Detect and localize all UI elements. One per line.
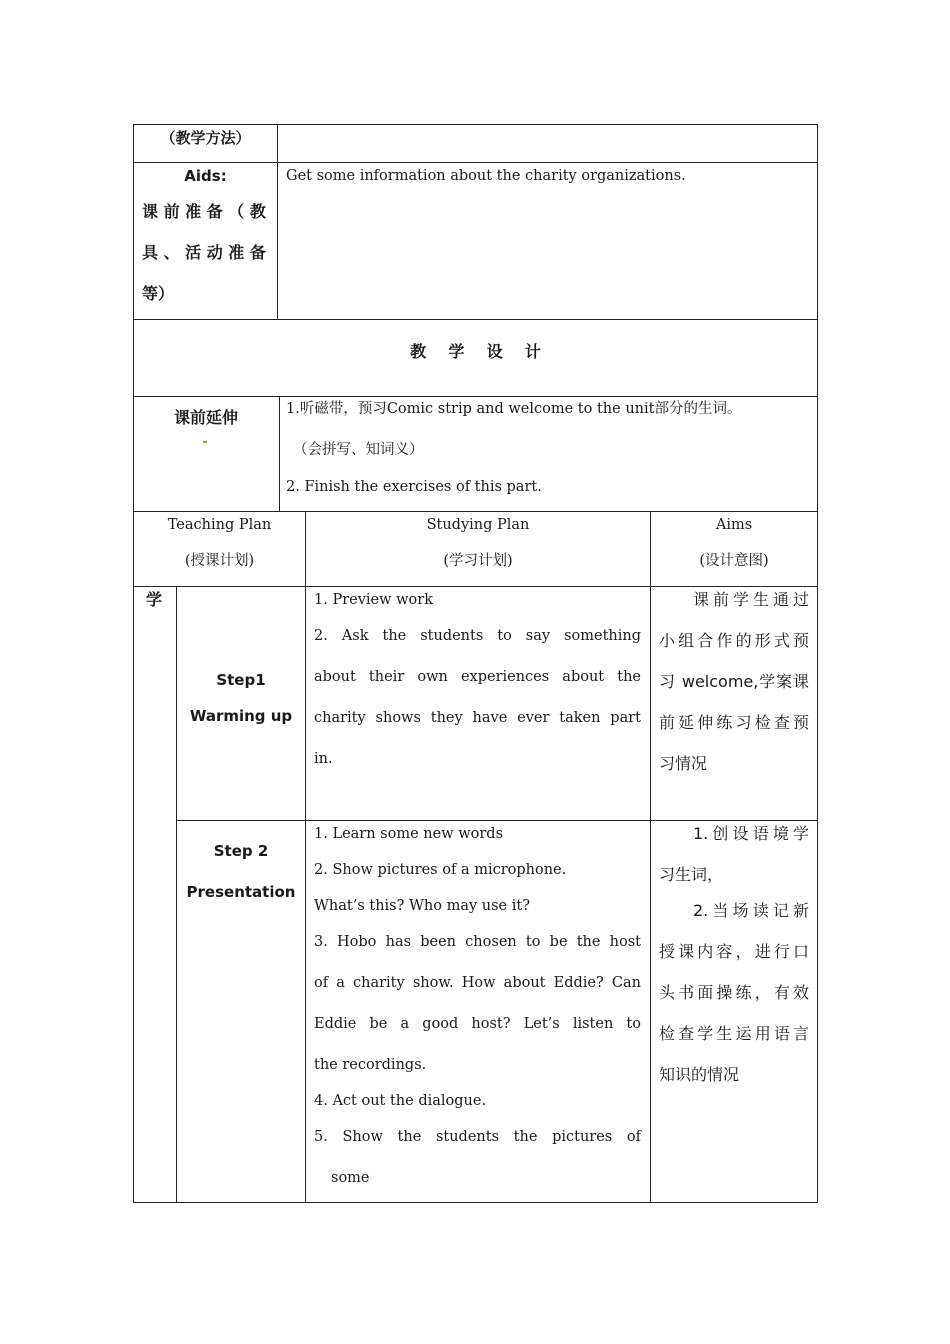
step2-study-line-6: Eddie be a good host? Let’s listen to [314, 1016, 641, 1032]
step2-study-line-8: 4. Act out the dialogue. [314, 1093, 487, 1109]
side-label: 学 [146, 590, 163, 609]
step1-aims-line-4: 前延伸练习检查预 [659, 713, 809, 732]
preclass-line-3: 2. Finish the exercises of this part. [286, 479, 542, 495]
border-label-divider-top [277, 124, 278, 320]
step2-study-line-4: 3. Hobo has been chosen to be the host [314, 934, 641, 950]
step1-subtitle: Warming up [189, 707, 293, 725]
border-left [133, 124, 134, 1203]
step1-study-line-4: charity shows they have ever taken part [314, 710, 641, 726]
step2-study-line-2: 2. Show pictures of a microphone. [314, 862, 567, 878]
preclass-line-2: （会拼写、知词义） [293, 442, 424, 458]
border-top [133, 124, 818, 125]
teaching-plan-cn: (授课计划) [184, 553, 255, 569]
aids-label-cn-2: 具 、 活 动 准 备 [142, 243, 266, 262]
border-row3 [133, 396, 818, 397]
teaching-plan-en: Teaching Plan [167, 517, 272, 533]
step2-aims-line-7: 知识的情况 [659, 1065, 740, 1084]
step2-aims-line-6: 检查学生运用语言 [659, 1024, 809, 1043]
step2-subtitle: Presentation [186, 883, 296, 901]
step1-study-line-5: in. [314, 751, 333, 767]
border-label-divider-pre [279, 396, 280, 512]
step2-study-line-9: 5. Show the students the pictures of [314, 1129, 641, 1145]
step1-study-line-1: 1. Preview work [314, 592, 434, 608]
border-row1 [133, 162, 818, 163]
step1-aims-line-2: 小组合作的形式预 [659, 631, 809, 650]
step1-study-line-2: 2. Ask the students to say something [314, 628, 641, 644]
design-title: 教 学 设 计 [410, 342, 541, 361]
step2-title: Step 2 [213, 842, 269, 860]
aims-cn: (设计意图) [699, 553, 769, 569]
aids-label-cn-3: 等） [142, 284, 175, 303]
step2-aims-line-5: 头书面操练，有效 [659, 983, 809, 1002]
step2-study-line-10: some [331, 1170, 370, 1186]
aids-label-cn-1: 课 前 准 备 （ 教 [142, 202, 266, 221]
step2-study-line-7: the recordings. [314, 1057, 427, 1073]
border-bottom [133, 1202, 818, 1203]
step2-aims-line-4: 授课内容，进行口 [659, 942, 809, 961]
step1-study-line-3: about their own experiences about the [314, 669, 641, 685]
step2-study-line-5: of a charity show. How about Eddie? Can [314, 975, 641, 991]
step2-aims-line-1: 1.创设语境学 [693, 824, 809, 843]
step2-aims-line-3: 2.当场读记新 [693, 901, 809, 920]
aids-label-en: Aids: [184, 167, 227, 185]
step2-aims-line-2: 习生词， [659, 865, 724, 884]
border-row5 [133, 586, 818, 587]
preclass-mark [203, 441, 207, 443]
method-label: （教学方法） [160, 129, 251, 147]
aims-en: Aims [715, 517, 753, 533]
border-plan-divider-2 [650, 511, 651, 1203]
studying-plan-en: Studying Plan [426, 517, 530, 533]
border-plan-divider-1 [305, 511, 306, 1203]
step1-aims-line-1: 课前学生通过 [693, 590, 809, 609]
step1-title: Step1 [216, 671, 266, 689]
step2-study-line-3: What’s this? Who may use it? [314, 898, 530, 914]
step2-study-line-1: 1. Learn some new words [314, 826, 504, 842]
studying-plan-cn: (学习计划) [443, 553, 513, 569]
step1-aims-line-5: 习情况 [659, 754, 708, 773]
border-row2 [133, 319, 818, 320]
preclass-label: 课前延伸 [173, 408, 238, 427]
step1-aims-line-3: 习 welcome,学案课 [659, 672, 809, 691]
border-row4 [133, 511, 818, 512]
border-row6 [176, 820, 818, 821]
border-right [817, 124, 818, 1203]
preclass-line-1: 1.听磁带，预习Comic strip and welcome to the unit部分的生词。 [286, 401, 742, 417]
aids-content: Get some information about the charity organizations. [286, 168, 686, 184]
